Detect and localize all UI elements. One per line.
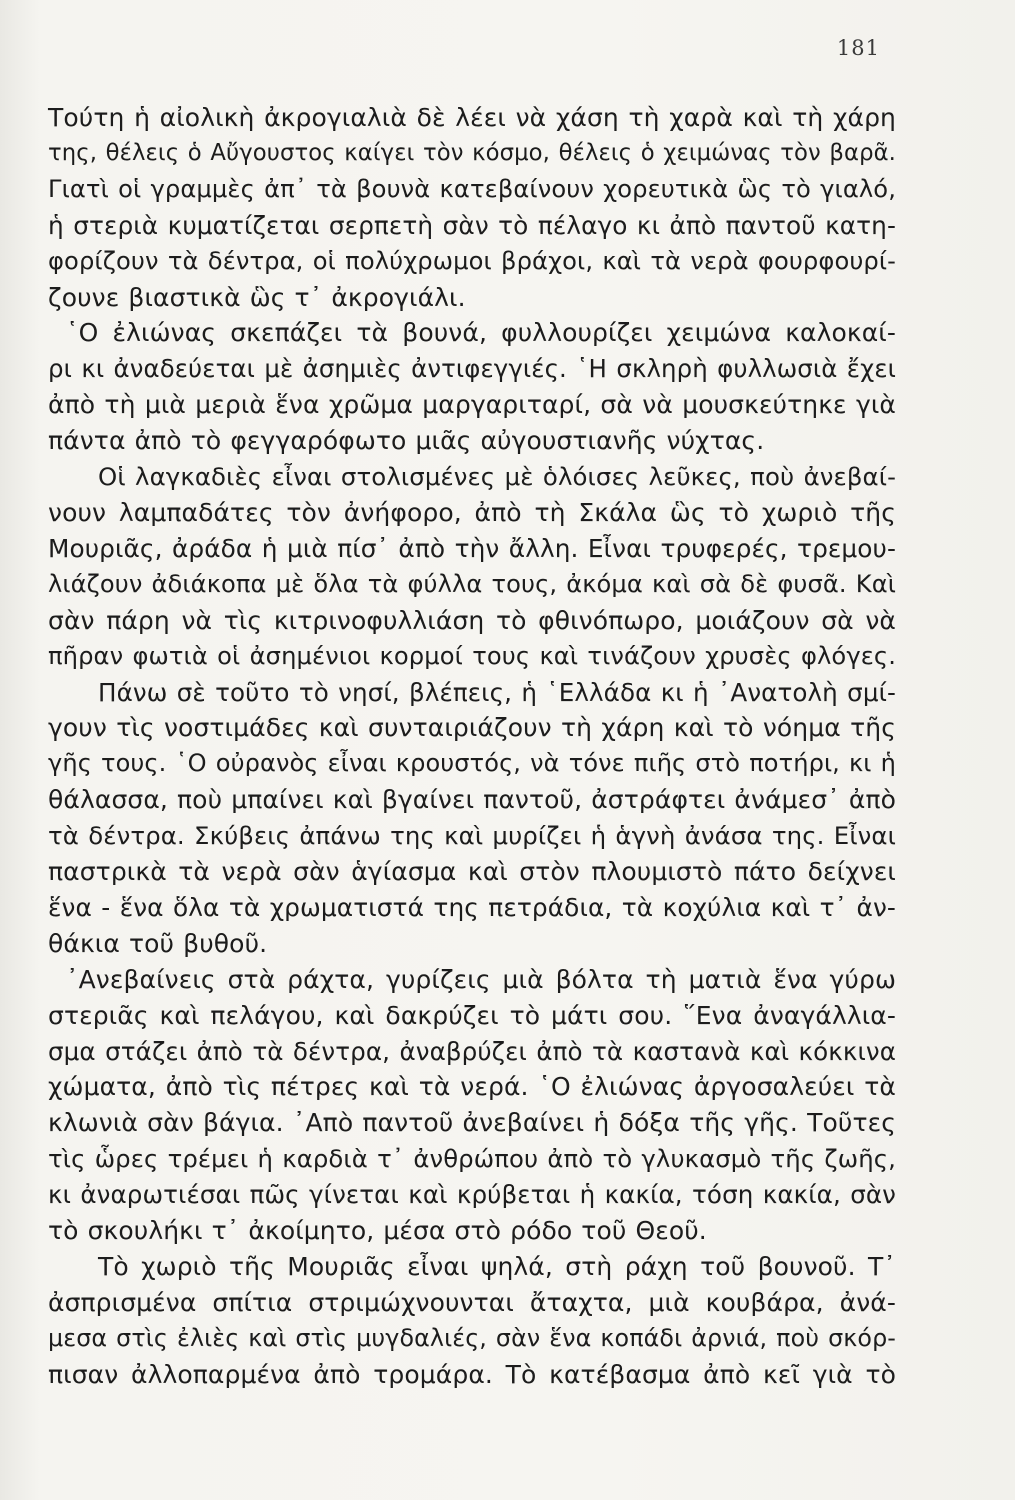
text-line: Τὸ χωριὸ τῆς Μουριᾶς εἶναι ψηλά, στὴ ράχη τοῦ βουνοῦ. Τ᾽ (98, 1252, 896, 1281)
text-line: Γιατὶ οἱ γραμμὲς ἀπ᾽ τὰ βουνὰ κατεβαίνουν χορευτικὰ ὣς τὸ γιαλό, (48, 174, 896, 203)
text-line: σμα στάζει ἀπὸ τὰ δέντρα, ἀναβρύζει ἀπὸ τὰ καστανὰ καὶ κόκκινα (48, 1036, 896, 1066)
text-line: χώματα, ἀπὸ τὶς πέτρες καὶ τὰ νερά. ῾Ο ἐλιώνας ἀργοσαλεύει τὰ (48, 1072, 896, 1102)
paragraph (48, 100, 896, 315)
text-line: θάλασσα, ποὺ μπαίνει καὶ βγαίνει παντοῦ, ἀστράφτει ἀνάμεσ᾽ ἀπὸ (48, 785, 896, 815)
text-line: ἡ στεριὰ κυματίζεται σερπετὴ σὰν τὸ πέλαγο κι ἀπὸ παντοῦ κατη- (48, 210, 896, 240)
text-line: θάκια τοῦ βυθοῦ. (48, 928, 268, 958)
text-line: της, θέλεις ὁ Αὔγουστος καίγει τὸν κόσμο, θέλεις ὁ χειμώνας τὸν βαρᾶ. (48, 139, 896, 166)
text-line: γῆς τους. ῾Ο οὐρανὸς εἶναι κρουστός, νὰ τόνε πιῆς στὸ ποτήρι, κι ἡ (48, 749, 896, 778)
text-line: φορίζουν τὰ δέντρα, οἱ πολύχρωμοι βράχοι, καὶ τὰ νερὰ φουρφουρί- (48, 246, 896, 275)
text-line: μεσα στὶς ἐλιὲς καὶ στὶς μυγδαλιές, σὰν ἕνα κοπάδι ἀρνιά, ποὺ σκόρ- (48, 1323, 896, 1352)
text-line: ἀσπρισμένα σπίτια στριμώχνουνται ἄταχτα, μιὰ κουβάρα, ἀνά- (48, 1287, 896, 1317)
text-line: κλωνιὰ σὰν βάγια. ᾽Απὸ παντοῦ ἀνεβαίνει ἡ δόξα τῆς γῆς. Τοῦτες (48, 1108, 896, 1138)
text-line: ρι κι ἀναδεύεται μὲ ἀσημιὲς ἀντιφεγγιές. ῾Η σκληρὴ φυλλωσιὰ ἔχει (48, 354, 896, 384)
body-text (48, 100, 896, 1393)
text-line: στεριᾶς καὶ πελάγου, καὶ δακρύζει τὸ μάτι σου. ῞Ενα ἀναγάλλια- (48, 1000, 896, 1030)
text-line: Πάνω σὲ τοῦτο τὸ νησί, βλέπεις, ἡ ῾Ελλάδα κι ἡ ᾽Ανατολὴ σμί- (98, 677, 896, 707)
text-line: κι ἀναρωτιέσαι πῶς γίνεται καὶ κρύβεται ἡ κακία, τόση κακία, σὰν (48, 1180, 896, 1210)
text-line: ᾽Ανεβαίνεις στὰ ράχτα, γυρίζεις μιὰ βόλτα τὴ ματιὰ ἕνα γύρω (66, 964, 896, 994)
paragraph (48, 675, 896, 962)
text-line: Οἱ λαγκαδιὲς εἶναι στολισμένες μὲ ὁλόισες λεῦκες, ποὺ ἀνεβαί- (98, 462, 896, 492)
text-line: τὰ δέντρα. Σκύβεις ἀπάνω της καὶ μυρίζει ἡ ἁγνὴ ἀνάσα της. Εἶναι (48, 821, 896, 851)
text-line: πῆραν φωτιὰ οἱ ἀσημένιοι κορμοί τους καὶ τινάζουν χρυσὲς φλόγες. (48, 641, 896, 670)
text-line: τὶς ὧρες τρέμει ἡ καρδιὰ τ᾽ ἀνθρώπου ἀπὸ τὸ γλυκασμὸ τῆς ζωῆς, (48, 1144, 896, 1174)
text-line: Τούτη ἡ αἰολικὴ ἀκρογιαλιὰ δὲ λέει νὰ χάση τὴ χαρὰ καὶ τὴ χάρη (48, 103, 896, 132)
paragraph (48, 459, 896, 674)
text-line: Μουριᾶς, ἀράδα ἡ μιὰ πίσ᾽ ἀπὸ τὴν ἄλλη. Εἶναι τρυφερές, τρεμου- (48, 533, 896, 563)
text-line: τὸ σκουλήκι τ᾽ ἀκοίμητο, μέσα στὸ ρόδο τοῦ Θεοῦ. (48, 1216, 707, 1246)
page-number: 181 (836, 36, 880, 60)
text-line: πάντα ἀπὸ τὸ φεγγαρόφωτο μιᾶς αὐγουστιανῆς νύχτας. (48, 426, 765, 456)
text-line: ἕνα - ἕνα ὅλα τὰ χρωματιστά της πετράδια, τὰ κοχύλια καὶ τ᾽ ἀν- (48, 892, 896, 922)
text-line: ζουνε βιαστικὰ ὣς τ᾽ ἀκρογιάλι. (48, 282, 466, 312)
text-line: ἀπὸ τὴ μιὰ μεριὰ ἕνα χρῶμα μαργαριταρί, σὰ νὰ μουσκεύτηκε γιὰ (48, 390, 896, 420)
text-line: παστρικὰ τὰ νερὰ σὰν ἁγίασμα καὶ στὸν πλουμιστὸ πάτο δείχνει (48, 857, 896, 887)
text-line: ῾Ο ἐλιώνας σκεπάζει τὰ βουνά, φυλλουρίζει χειμώνα καλοκαί- (66, 318, 896, 348)
paragraph (48, 962, 896, 1249)
text-line: σὰν πάρη νὰ τὶς κιτρινοφυλλιάση τὸ φθινόπωρο, μοιάζουν σὰ νὰ (48, 605, 896, 635)
text-line: πισαν ἀλλοπαρμένα ἀπὸ τρομάρα. Τὸ κατέβασμα ἀπὸ κεῖ γιὰ τὸ (48, 1359, 896, 1389)
text-line: γουν τὶς νοστιμάδες καὶ συνταιριάζουν τὴ χάρη καὶ τὸ νόημα τῆς (48, 713, 896, 743)
paragraph (48, 315, 896, 459)
text-line: λιάζουν ἀδιάκοπα μὲ ὅλα τὰ φύλλα τους, ἀκόμα καὶ σὰ δὲ φυσᾶ. Καὶ (48, 569, 896, 598)
text-line: νουν λαμπαδάτες τὸν ἀνήφορο, ἀπὸ τὴ Σκάλα ὣς τὸ χωριὸ τῆς (48, 497, 896, 527)
paragraph (48, 1249, 896, 1393)
